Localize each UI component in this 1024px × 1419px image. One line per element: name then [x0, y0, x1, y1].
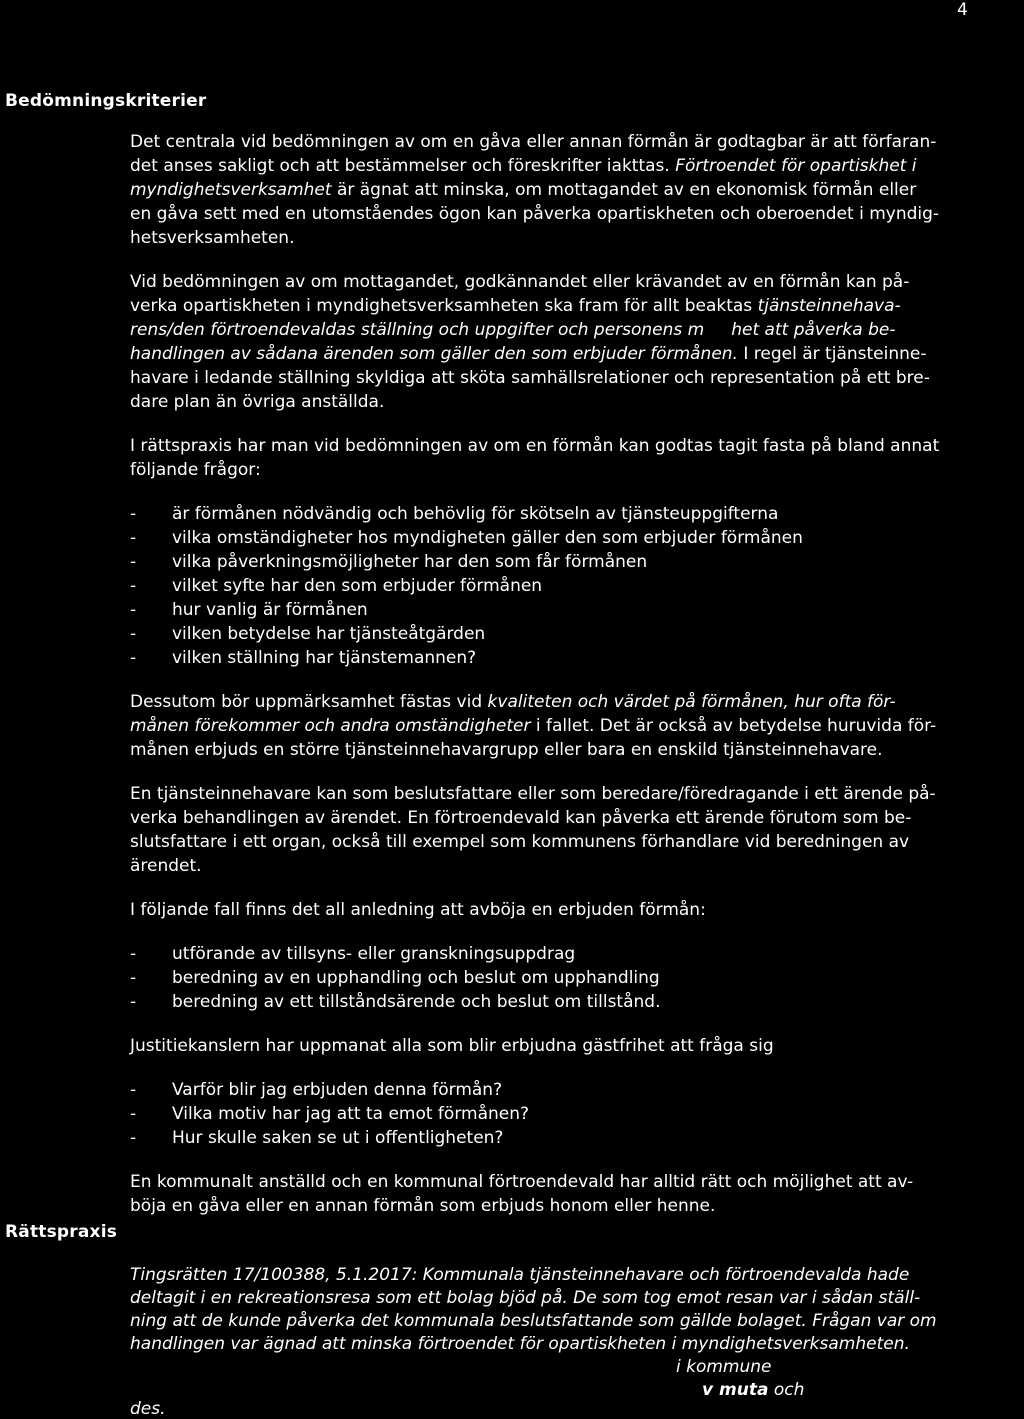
decline-list	[130, 942, 1020, 1014]
italic-span: tjänsteinnehava-	[757, 296, 901, 316]
list-item: - vilka påverkningsmöjligheter har den som får förmånen	[130, 550, 1020, 574]
paragraph-influence	[130, 782, 1020, 878]
text-line	[130, 714, 1020, 738]
text-line: en gåva sett med en utomståendes ögon kan påverka opartiskheten och oberoendet i myndig-	[130, 204, 940, 224]
text-line	[130, 342, 1020, 366]
list-item: - vilken ställning har tjänstemannen?	[130, 646, 1020, 670]
text-line	[130, 690, 1020, 714]
paragraph-assessment	[130, 270, 1020, 414]
list-item: - hur vanlig är förmånen	[130, 598, 1020, 622]
text-line: böja en gåva eller en annan förmån som erbjuds honom eller henne.	[130, 1196, 716, 1216]
question-list	[130, 502, 1020, 670]
page-number: 4	[957, 0, 968, 20]
italic-span: rens/den förtroendevaldas ställning och uppgifter och personens m het att påverka be-	[130, 320, 896, 340]
list-item: - vilket syfte har den som erbjuder förmånen	[130, 574, 1020, 598]
text-line: Det centrala vid bedömningen av om en gåva eller annan förmån är godtagbar är att förfaran-	[130, 132, 937, 152]
paragraph-case-law-questions	[130, 434, 1020, 482]
text-line	[130, 178, 1020, 202]
italic-span: månen förekommer och andra omständigheter	[130, 716, 531, 736]
text-line: månen erbjuds en större tjänsteinnehavargrupp eller bara en enskild tjänsteinnehavare.	[130, 740, 883, 760]
text-line: Justitiekanslern har uppmanat alla som blir erbjudna gästfrihet att fråga sig	[130, 1036, 774, 1056]
text-line: I följande fall finns det all anledning att avböja en erbjuden förmån:	[130, 900, 706, 920]
text-line: Vid bedömningen av om mottagandet, godkännandet eller krävandet av en förmån kan på-	[130, 272, 910, 292]
section-heading-case-law: Rättspraxis	[5, 1222, 118, 1242]
text-span: är ägnat att minska, om mottagandet av en ekonomisk förmån eller	[331, 180, 917, 200]
list-item: - är förmånen nödvändig och behövlig för skötseln av tjänsteuppgifterna	[130, 502, 1020, 526]
text-line	[130, 154, 1020, 178]
text-line: En kommunalt anställd och en kommunal förtroendevald har alltid rätt och möjlighet att av-	[130, 1172, 914, 1192]
list-item: - beredning av ett tillståndsärende och beslut om tillstånd.	[130, 990, 1020, 1014]
list-item: - Hur skulle saken se ut i offentligheten?	[130, 1126, 1020, 1150]
text-line: följande frågor:	[130, 460, 261, 480]
citation-line: ning att de kunde påverka det kommunala beslutsfattande som gällde bolaget. Frågan var om	[130, 1311, 937, 1331]
text-line: ärendet.	[130, 856, 202, 876]
text-line: verka behandlingen av ärendet. En förtroendevald kan påverka ett ärende förutom som be-	[130, 808, 912, 828]
text-line: havare i ledande ställning skyldiga att sköta samhällsrelationer och representation på ett bre-	[130, 368, 930, 388]
citation-line: handlingen var ägnad att minska förtroendet för opartiskheten i myndighetsverksamheten.	[130, 1334, 910, 1354]
list-item: - Varför blir jag erbjuden denna förmån?	[130, 1078, 1020, 1102]
text-line: I rättspraxis har man vid bedömningen av om en förmån kan godtas tagit fasta på bland annat	[130, 436, 940, 456]
paragraph-intro	[130, 130, 1020, 250]
list-item: - Vilka motiv har jag att ta emot förmånen?	[130, 1102, 1020, 1126]
citation-line	[130, 1379, 937, 1402]
text-span: det anses sakligt och att bestämmelser och föreskrifter iakttas.	[130, 156, 676, 176]
section-heading-criteria: Bedömningskriterier	[5, 91, 207, 111]
list-item: - utförande av tillsyns- eller granskningsuppdrag	[130, 942, 1020, 966]
text-line: En tjänsteinnehavare kan som beslutsfattare eller som beredare/föredragande i ett ärende på-	[130, 784, 936, 804]
text-line	[130, 294, 1020, 318]
italic-span: Förtroendet för opartiskhet i	[675, 156, 917, 176]
text-line	[130, 318, 1020, 342]
paragraph-right-to-decline	[130, 1170, 1020, 1218]
text-span: i fallet. Det är också av betydelse huruvida för-	[530, 716, 937, 736]
citation-line: i kommune	[676, 1357, 772, 1377]
text-line: dare plan än övriga anställda.	[130, 392, 385, 412]
text-span: Dessutom bör uppmärksamhet fästas vid	[130, 692, 488, 712]
main-text	[130, 130, 1020, 1238]
citation-line: deltagit i en rekreationsresa som ett bolag bjöd på. De som tog emot resan var i sådan ställ-	[130, 1288, 921, 1308]
cut-off-line: des.	[130, 1399, 166, 1419]
bold-italic-span: v muta	[702, 1380, 769, 1400]
text-line: slutsfattare i ett organ, också till exempel som kommunens förhandlare vid beredningen av	[130, 832, 910, 852]
self-question-list	[130, 1078, 1020, 1150]
paragraph-attention	[130, 690, 1020, 762]
italic-span: myndighetsverksamhet	[130, 180, 332, 200]
text-span: verka opartiskheten i myndighetsverksamheten ska fram för allt beaktas	[130, 296, 758, 316]
list-item: - vilka omständigheter hos myndigheten gäller den som erbjuder förmånen	[130, 526, 1020, 550]
paragraph-chancellor	[130, 1034, 1020, 1058]
list-item: - vilken betydelse har tjänsteåtgärden	[130, 622, 1020, 646]
text-line: hetsverksamheten.	[130, 228, 295, 248]
citation-line: Tingsrätten 17/100388, 5.1.2017: Kommunala tjänsteinnehavare och förtroendevalda hade	[130, 1265, 910, 1285]
italic-span: kvaliteten och värdet på förmånen, hur ofta för-	[487, 692, 896, 712]
text-span: I regel är tjänsteinne-	[737, 344, 927, 364]
paragraph-decline-cases	[130, 898, 1020, 922]
italic-span: handlingen av sådana ärenden som gäller den som erbjuder förmånen.	[130, 344, 738, 364]
italic-span: och	[768, 1380, 805, 1400]
list-item: - beredning av en upphandling och beslut om upphandling	[130, 966, 1020, 990]
case-citation	[130, 1264, 937, 1402]
